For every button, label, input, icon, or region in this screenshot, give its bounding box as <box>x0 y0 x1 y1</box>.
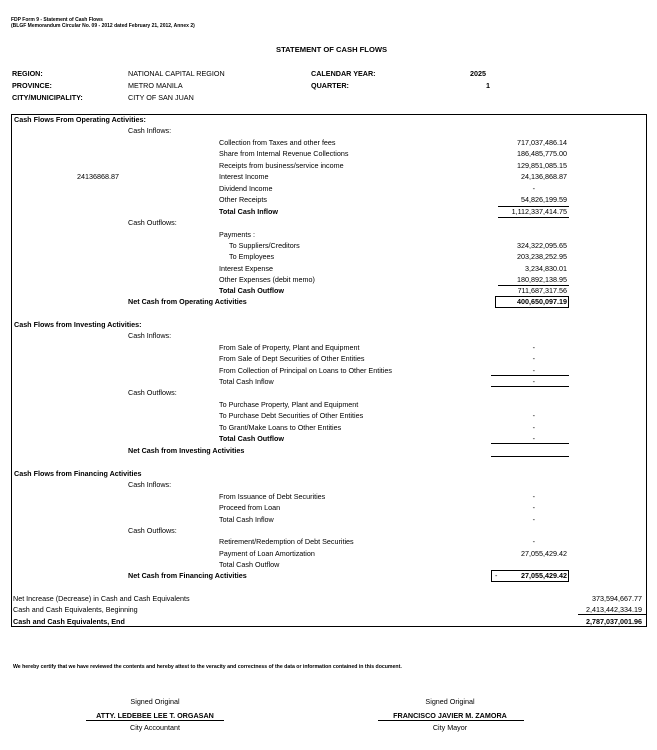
city-label: CITY/MUNICIPALITY: <box>12 93 83 102</box>
operating-outflow-label: To Suppliers/Creditors <box>229 241 300 250</box>
operating-inflow-label: Share from Internal Revenue Collections <box>219 149 349 158</box>
total-rule <box>491 386 569 387</box>
operating-total-outflow-value: 711,687,317.56 <box>517 286 567 295</box>
operating-outflow-value: 3,234,830.01 <box>525 264 567 273</box>
operating-outflows-label: Cash Outflows: <box>128 218 177 227</box>
signatory-signed: Signed Original <box>425 697 475 706</box>
province-label: PROVINCE: <box>12 81 52 90</box>
financing-total-outflow-label: Total Cash Outflow <box>219 560 280 569</box>
financing-inflows-label: Cash Inflows: <box>128 480 172 489</box>
beginning-cash-label: Cash and Cash Equivalents, Beginning <box>13 605 138 614</box>
operating-outflow-label: To Employees <box>229 252 275 261</box>
financing-outflow-label: Payment of Loan Amortization <box>219 549 315 558</box>
operating-total-outflow-label: Total Cash Outflow <box>219 286 284 295</box>
operating-inflow-value: 186,485,775.00 <box>517 149 567 158</box>
financing-inflow-value: - <box>532 492 535 501</box>
investing-inflow-value: - <box>532 354 535 363</box>
signature-line <box>378 720 524 721</box>
investing-inflow-label: From Sale of Dept Securities of Other Entities <box>219 354 365 363</box>
form-reference-line1: FDP Form 9 - Statement of Cash Flows <box>11 17 103 23</box>
operating-outflow-value: 203,238,252.95 <box>517 252 567 261</box>
signatory-signed: Signed Original <box>130 697 180 706</box>
operating-outflow-label: Other Expenses (debit memo) <box>219 275 315 284</box>
investing-inflows-label: Cash Inflows: <box>128 331 172 340</box>
investing-inflow-value: - <box>532 366 535 375</box>
investing-outflow-label: To Purchase Debt Securities of Other Entities <box>219 411 364 420</box>
total-rule <box>491 456 569 457</box>
investing-inflow-label: From Sale of Property, Plant and Equipment <box>219 343 360 352</box>
investing-total-inflow-value: - <box>532 377 535 386</box>
operating-total-inflow-value: 1,112,337,414.75 <box>511 207 567 216</box>
operating-inflow-value: - <box>532 184 535 193</box>
region-label: REGION: <box>12 69 43 78</box>
operating-section-title: Cash Flows From Operating Activities: <box>14 115 146 124</box>
subtotal-rule <box>491 375 569 376</box>
operating-inflow-label: Dividend Income <box>219 184 273 193</box>
financing-inflow-value: - <box>532 503 535 512</box>
financing-inflow-label: From Issuance of Debt Securities <box>219 492 326 501</box>
net-operating-value: 400,650,097.19 <box>517 297 567 306</box>
certification-text: We hereby certify that we have reviewed the contents and hereby attest to the veracity and correctness of the data or information contained in this document. <box>13 664 402 670</box>
financing-section-title: Cash Flows from Financing Activities <box>14 469 142 478</box>
net-increase-value: 373,594,667.77 <box>592 594 642 603</box>
net-increase-label: Net Increase (Decrease) in Cash and Cash Equivalents <box>13 594 190 603</box>
operating-inflow-value: 24,136,868.87 <box>521 172 567 181</box>
calendar-year-value: 2025 <box>470 69 486 78</box>
financing-outflow-value: 27,055,429.42 <box>521 549 567 558</box>
net-financing-sign: - <box>495 571 498 580</box>
operating-inflow-label: Receipts from business/service income <box>219 161 344 170</box>
financing-outflows-label: Cash Outflows: <box>128 526 177 535</box>
province-value: METRO MANILA <box>128 81 183 90</box>
subtotal-rule <box>491 443 569 444</box>
net-operating-label: Net Cash from Operating Activities <box>128 297 247 306</box>
operating-inflow-label: Other Receipts <box>219 195 267 204</box>
investing-total-outflow-value: - <box>532 434 535 443</box>
financing-inflow-label: Proceed from Loan <box>219 503 281 512</box>
investing-outflow-value: - <box>532 411 535 420</box>
signatory-name: ATTY. LEDEBEE LEE T. ORGASAN <box>96 711 214 720</box>
operating-inflow-label: Interest Income <box>219 172 269 181</box>
signatory-title: City Mayor <box>432 723 468 732</box>
operating-outflow-value: 324,322,095.65 <box>517 241 567 250</box>
net-investing-label: Net Cash from Investing Activities <box>128 446 245 455</box>
operating-inflow-label: Collection from Taxes and other fees <box>219 138 336 147</box>
investing-outflow-value: - <box>532 423 535 432</box>
city-value: CITY OF SAN JUAN <box>128 93 194 102</box>
operating-inflows-label: Cash Inflows: <box>128 126 172 135</box>
investing-outflow-label: To Purchase Property, Plant and Equipment <box>219 400 359 409</box>
investing-inflow-value: - <box>532 343 535 352</box>
subtotal-rule <box>578 614 646 615</box>
operating-total-inflow-label: Total Cash Inflow <box>219 207 278 216</box>
investing-outflow-label: To Grant/Make Loans to Other Entities <box>219 423 342 432</box>
investing-outflows-label: Cash Outflows: <box>128 388 177 397</box>
investing-total-outflow-label: Total Cash Outflow <box>219 434 284 443</box>
investing-section-title: Cash Flows from Investing Activities: <box>14 320 142 329</box>
signatory-name: FRANCISCO JAVIER M. ZAMORA <box>393 711 507 720</box>
financing-total-inflow-label: Total Cash Inflow <box>219 515 274 524</box>
operating-outflow-label: Interest Expense <box>219 264 273 273</box>
financing-total-inflow-value: - <box>532 515 535 524</box>
total-rule <box>498 217 569 218</box>
operating-outflow-value: 180,892,138.95 <box>517 275 567 284</box>
financing-outflow-value: - <box>532 537 535 546</box>
signatory-title: City Accountant <box>130 723 180 732</box>
quarter-label: QUARTER: <box>311 81 349 90</box>
form-reference-line2: (BLGF Memorandum Circular No. 09 - 2012 dated February 21, 2012, Annex 2) <box>11 23 195 29</box>
net-financing-label: Net Cash from Financing Activities <box>128 571 247 580</box>
page-title: STATEMENT OF CASH FLOWS <box>276 45 388 54</box>
calendar-year-label: CALENDAR YEAR: <box>311 69 376 78</box>
end-cash-label: Cash and Cash Equivalents, End <box>13 617 125 626</box>
end-cash-value: 2,787,037,001.96 <box>586 617 642 626</box>
net-financing-value: 27,055,429.42 <box>521 571 567 580</box>
interest-side-note: 24136868.87 <box>77 172 119 181</box>
investing-total-inflow-label: Total Cash Inflow <box>219 377 274 386</box>
operating-inflow-value: 129,851,085.15 <box>517 161 567 170</box>
signature-line <box>86 720 224 721</box>
operating-inflow-value: 717,037,486.14 <box>517 138 567 147</box>
payments-label: Payments : <box>219 230 255 239</box>
financing-outflow-label: Retirement/Redemption of Debt Securities <box>219 537 354 546</box>
quarter-value: 1 <box>486 81 490 90</box>
beginning-cash-value: 2,413,442,334.19 <box>586 605 642 614</box>
region-value: NATIONAL CAPITAL REGION <box>128 69 225 78</box>
investing-inflow-label: From Collection of Principal on Loans to Other Entities <box>219 366 392 375</box>
operating-inflow-value: 54,826,199.59 <box>521 195 567 204</box>
